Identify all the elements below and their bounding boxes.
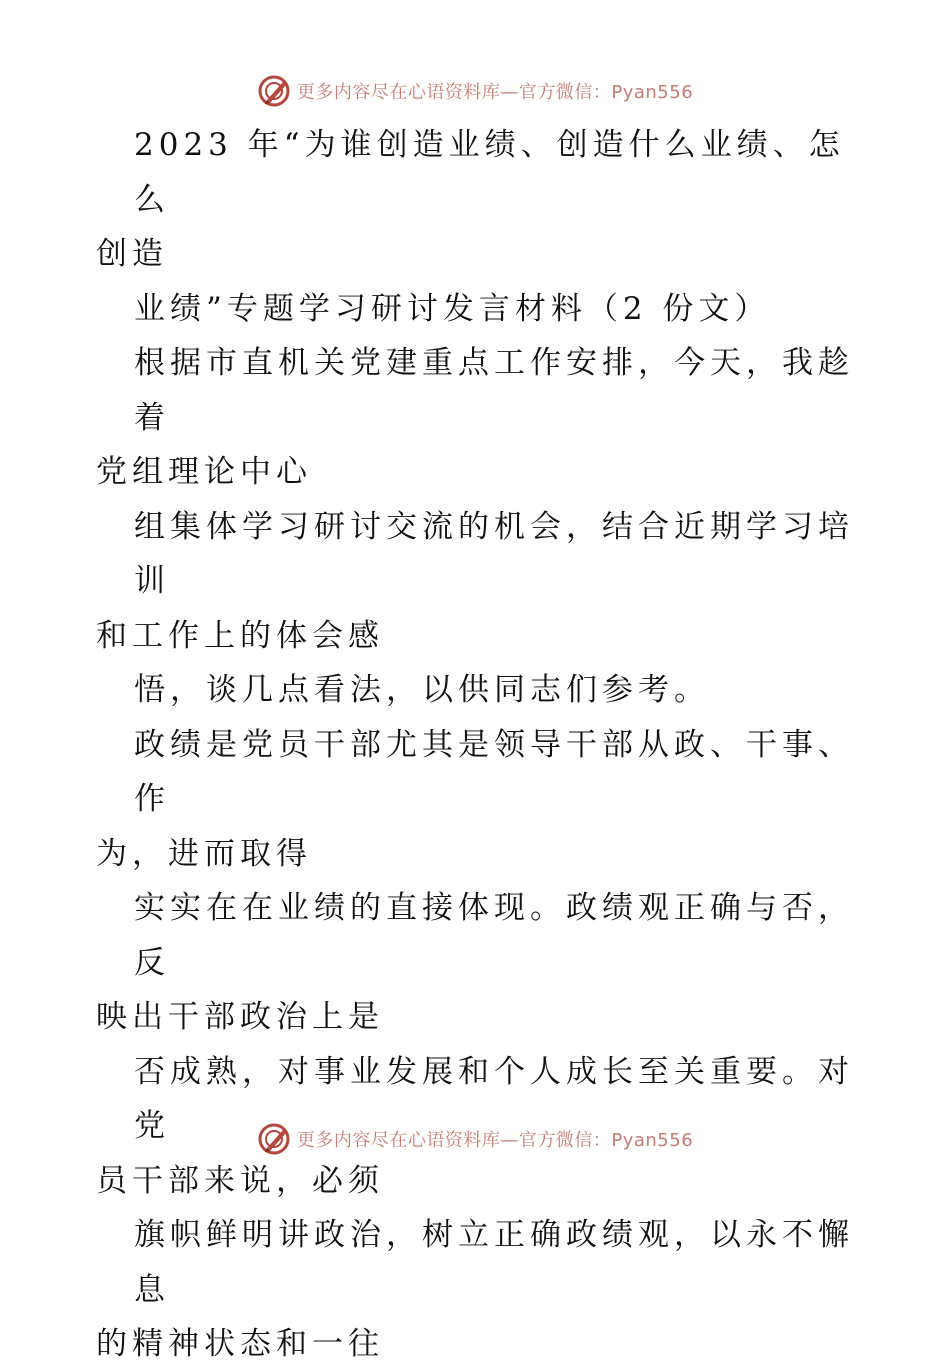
text-line: 映出干部政治上是: [96, 999, 384, 1035]
pen-seal-icon: [257, 1122, 291, 1156]
footer-watermark: [0, 1122, 950, 1156]
text-line: 否成熟，对事业发展和个人成长至关重要。对党: [134, 1053, 854, 1144]
text-line: 组集体学习研讨交流的机会，结合近期学习培训: [134, 508, 854, 599]
text-line: 业绩”专题学习研讨发言材料（2 份文）: [134, 290, 771, 327]
text-line: 创造: [96, 236, 168, 272]
text-line: 旗帜鲜明讲政治，树立正确政绩观，以永不懈息: [134, 1217, 854, 1308]
text-line: 政绩是党员干部尤其是领导干部从政、干事、作: [134, 726, 854, 817]
text-line: 员干部来说，必须: [96, 1162, 384, 1199]
text-line: 实实在在业绩的直接体现。政绩观正确与否，反: [134, 890, 854, 981]
header-watermark: [0, 74, 950, 108]
pen-seal-icon: [257, 74, 291, 108]
text-line: 为，进而取得: [96, 835, 312, 872]
text-line: 2023 年“为谁创造业绩、创造什么业绩、怎么: [134, 127, 845, 218]
watermark-text: 更多内容尽在心语资料库—官方微信：Pyan556: [296, 82, 694, 103]
text-line: 党组理论中心: [96, 454, 312, 490]
text-line: 根据市直机关党建重点工作安排，今天，我趁着: [134, 345, 854, 436]
document-body: [96, 118, 856, 1372]
text-line: 的精神状态和一往: [96, 1326, 384, 1362]
watermark-text: 更多内容尽在心语资料库—官方微信：Pyan556: [296, 1130, 694, 1151]
text-line: 和工作上的体会感: [96, 617, 384, 654]
text-line: 悟，谈几点看法，以供同志们参考。: [134, 672, 710, 708]
